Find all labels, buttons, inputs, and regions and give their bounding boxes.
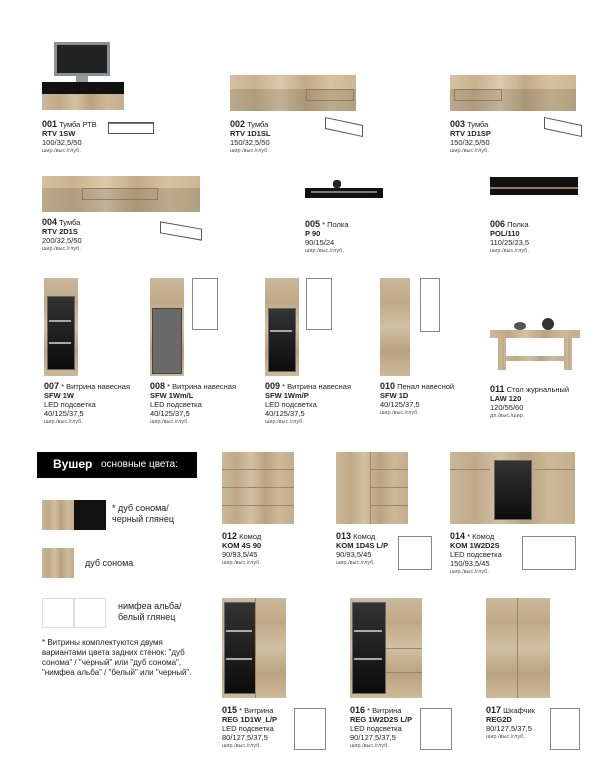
product-type: Тумба (59, 218, 81, 227)
product-015-caption (222, 706, 302, 751)
product-008-sketch (192, 278, 218, 330)
product-model: KOM 4S 90 (222, 541, 262, 550)
product-012-caption (222, 532, 312, 568)
swatch-oak (42, 548, 74, 578)
product-model: SFW 1Wm/L (150, 391, 194, 400)
product-number: 006 (490, 219, 506, 229)
product-number: 010 (380, 381, 396, 391)
star-mark: * (239, 706, 243, 715)
product-type: Комод (472, 532, 495, 541)
product-dims: 40/125/37,5 (380, 400, 420, 409)
dims-legend: шир./выс./глуб. (42, 148, 81, 154)
product-feature: LED подсветка (150, 400, 202, 409)
product-011-image (490, 318, 580, 374)
product-001-sketch (108, 122, 154, 134)
product-017-caption (486, 706, 556, 742)
product-014-sketch (522, 536, 576, 570)
product-005-caption (305, 220, 395, 256)
product-dims: 120/55/60 (490, 403, 524, 412)
dims-legend: шир./выс./глуб. (380, 410, 419, 416)
product-dims: 150/32,5/50 (230, 138, 270, 147)
swatch1-label: * дуб сонома/ черный глянец (112, 503, 175, 524)
product-dims: 90/93,5/45 (222, 550, 258, 559)
product-model: SFW 1D (380, 391, 409, 400)
product-number: 002 (230, 119, 246, 129)
product-007-image (44, 278, 78, 376)
star-mark: * (167, 382, 171, 391)
product-model: RTV 1D1SL (230, 129, 271, 138)
product-dims: 40/125/37,5 (44, 409, 84, 418)
product-004-image (42, 176, 200, 212)
product-016-caption (350, 706, 430, 751)
tv-screen (54, 42, 110, 76)
dims-legend: шир./выс./глуб. (230, 148, 269, 154)
product-feature: LED подсветка (44, 400, 96, 409)
swatch2-label: дуб сонома (85, 558, 134, 568)
product-type: Полка (507, 220, 529, 229)
product-004-caption (42, 218, 142, 254)
product-model: POL/110 (490, 229, 520, 238)
product-model: SFW 1Wm/P (265, 391, 309, 400)
product-009-image (265, 278, 299, 376)
product-003-sketch (544, 117, 582, 137)
product-model: KOM 1D4S L/P (336, 541, 389, 550)
product-dims: 90/93,5/45 (336, 550, 372, 559)
product-dims: 100/32,5/50 (42, 138, 82, 147)
product-type: Витрина (372, 706, 402, 715)
dims-legend: шир./выс./глуб. (336, 560, 375, 566)
product-number: 013 (336, 531, 352, 541)
product-015-image (222, 598, 286, 698)
product-014-caption (450, 532, 530, 577)
product-model: P 90 (305, 229, 321, 238)
product-feature: LED подсветка (222, 724, 274, 733)
product-type: Полка (327, 220, 349, 229)
dims-legend: шир./выс./глуб. (350, 743, 389, 749)
product-type: Тумба (247, 120, 269, 129)
product-type: Шкафчик (503, 706, 535, 715)
product-013-caption (336, 532, 416, 568)
dims-legend: шир./выс./глуб. (450, 148, 489, 154)
product-model: RTV 2D1S (42, 227, 78, 236)
product-001-caption (42, 120, 112, 156)
product-number: 014 (450, 531, 466, 541)
product-010-image (380, 278, 410, 376)
product-008-caption (150, 382, 250, 427)
product-dims: 110/25/23,5 (490, 238, 530, 247)
product-011-caption (490, 385, 590, 421)
product-feature: LED подсветка (450, 550, 502, 559)
dims-legend: шир./выс./глуб. (305, 248, 344, 254)
product-model: REG2D (486, 715, 512, 724)
product-dims: 80/127,5/37,5 (222, 733, 268, 742)
star-mark: * (322, 220, 326, 229)
star-mark: * (467, 532, 471, 541)
product-number: 012 (222, 531, 238, 541)
star-mark: * (61, 382, 65, 391)
product-010-caption (380, 382, 470, 418)
product-013-image (336, 452, 408, 524)
product-number: 011 (490, 384, 505, 394)
product-007-caption (44, 382, 134, 427)
product-feature: LED подсветка (350, 724, 402, 733)
product-017-image (486, 598, 550, 698)
product-008-image (150, 278, 184, 376)
product-number: 007 (44, 381, 60, 391)
product-type: Комод (353, 532, 376, 541)
product-003-image (450, 75, 576, 111)
product-dims: 200/32,5/50 (42, 236, 82, 245)
product-type: Комод (239, 532, 262, 541)
product-dims: 150/32,5/50 (450, 138, 490, 147)
dims-legend: шир./выс./глуб. (490, 248, 529, 254)
star-mark: * (282, 382, 286, 391)
star-mark: * (367, 706, 371, 715)
product-006-caption (490, 220, 580, 256)
product-002-image (230, 75, 356, 111)
swatch-white-right (74, 598, 106, 628)
product-dims: 40/125/37,5 (150, 409, 190, 418)
product-dims: 90/127,5/37,5 (350, 733, 396, 742)
footnote: * Витрины комплектуются двумя вариантами цвета задних стенок: "дуб сонома" / "черный" или "дуб сонома", "нимфеа альба" / "белый" или "черный". (42, 638, 192, 677)
dims-legend: дл./выс./шир. (490, 413, 525, 419)
dims-legend: шир./выс./глуб. (486, 734, 525, 740)
product-type: Витрина навесная (172, 382, 237, 391)
swatch-black-right (74, 500, 106, 530)
product-number: 003 (450, 119, 466, 129)
product-number: 005 (305, 219, 321, 229)
dims-legend: шир./выс./глуб. (222, 743, 261, 749)
colors-header-bold: Вушер (53, 457, 93, 471)
product-014-image (450, 452, 575, 524)
product-004-sketch (160, 221, 202, 240)
product-number: 015 (222, 705, 238, 715)
product-type: Тумба РТВ (59, 120, 97, 129)
product-dims: 90/15/24 (305, 238, 335, 247)
tv-stand-body (42, 94, 124, 110)
product-001-image (42, 42, 124, 114)
product-003-caption (450, 120, 540, 156)
product-009-sketch (306, 278, 332, 330)
dims-legend: шир./выс./глуб. (265, 419, 304, 425)
product-feature: LED подсветка (265, 400, 317, 409)
product-002-caption (230, 120, 320, 156)
dims-legend: шир./выс./глуб. (450, 569, 489, 575)
dims-legend: шир./выс./глуб. (42, 246, 81, 252)
product-model: SFW 1W (44, 391, 74, 400)
product-type: Витрина (244, 706, 274, 715)
product-010-sketch (420, 278, 440, 332)
product-model: RTV 1SW (42, 129, 76, 138)
swatch3-label: нимфеа альба/ белый глянец (118, 601, 182, 622)
dims-legend: шир./выс./глуб. (150, 419, 189, 425)
product-model: LAW 120 (490, 394, 522, 403)
product-016-image (350, 598, 422, 698)
product-number: 008 (150, 381, 166, 391)
product-type: Витрина навесная (66, 382, 131, 391)
colors-header-rest: основные цвета: (101, 459, 178, 470)
product-model: REG 1D1W_L/P (222, 715, 278, 724)
product-type: Пенал навесной (397, 382, 455, 391)
product-006-image (490, 177, 578, 197)
product-number: 004 (42, 217, 58, 227)
product-number: 016 (350, 705, 366, 715)
product-005-image (305, 180, 383, 200)
product-009-caption (265, 382, 365, 427)
product-type: Тумба (467, 120, 489, 129)
product-012-image (222, 452, 294, 524)
dims-legend: шир./выс./глуб. (222, 560, 261, 566)
product-model: RTV 1D1SP (450, 129, 491, 138)
product-number: 001 (42, 119, 58, 129)
product-002-sketch (325, 117, 363, 137)
product-dims: 80/127,5/37,5 (486, 724, 532, 733)
product-model: REG 1W2D2S L/P (350, 715, 413, 724)
product-type: Стол журнальный (506, 385, 570, 394)
product-number: 009 (265, 381, 281, 391)
product-dims: 40/125/37,5 (265, 409, 305, 418)
swatch-oak-left (42, 500, 74, 530)
product-dims: 150/93,5/45 (450, 559, 490, 568)
product-number: 017 (486, 705, 502, 715)
swatch-white-left (42, 598, 74, 628)
colors-header (37, 452, 197, 478)
tv-stand-top (42, 82, 124, 94)
product-type: Витрина навесная (287, 382, 352, 391)
dims-legend: шир./выс./глуб. (44, 419, 83, 425)
product-model: KOM 1W2D2S (450, 541, 500, 550)
